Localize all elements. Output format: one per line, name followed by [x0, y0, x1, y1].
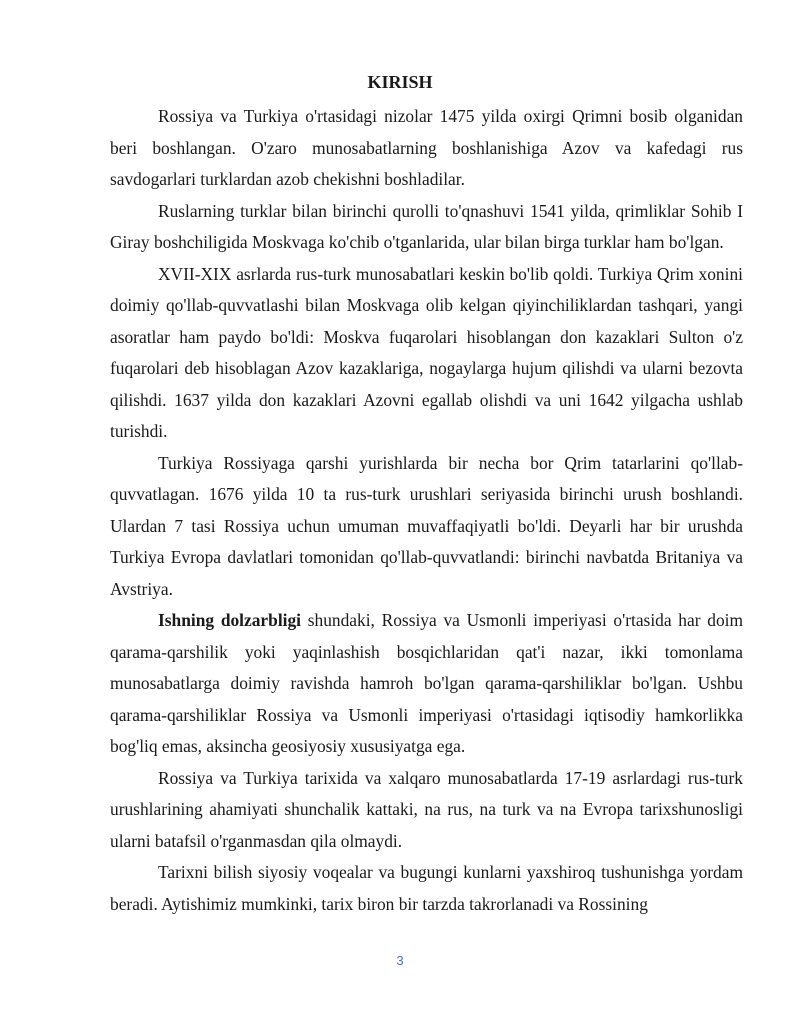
document-body	[110, 101, 743, 920]
page-title: KIRISH	[367, 72, 433, 92]
paragraph: XVII-XIX asrlarda rus-turk munosabatlari keskin bo'lib qoldi. Turkiya Qrim xonini doimiy qo'llab-quvvatlashi bilan Moskvaga olib kelgan qiyinchiliklardan tashqari, yangi asoratlar ham paydo bo'ldi: Moskva fuqarolari hisoblangan don kazaklari Sulton o'z fuqarolari deb hisoblagan Azov kazaklariga, nogaylarga hujum qilishdi va ularni bezovta qilishdi. 1637 yilda don kazaklari Azovni egallab olishdi va uni 1642 yilgacha ushlab turishdi.	[110, 263, 743, 441]
paragraph: Ruslarning turklar bilan birinchi qurolli to'qnashuvi 1541 yilda, qrimliklar Sohib I Giray boshchiligida Moskvaga ko'chib o'tganlarida, ular bilan birga turklar ham bo'lgan.	[110, 200, 743, 252]
page-number: 3	[396, 953, 404, 968]
paragraph-lead-bold: Ishning dolzarbligi	[158, 610, 302, 630]
paragraph: Rossiya va Turkiya o'rtasidagi nizolar 1475 yilda oxirgi Qrimni bosib olganidan beri boshlangan. O'zaro munosabatlarning boshlanishiga Azov va kafedagi rus savdogarlari turklardan azob chekishni boshladilar.	[110, 106, 743, 189]
paragraph: Turkiya Rossiyaga qarshi yurishlarda bir necha bor Qrim tatarlarini qo'llab-quvvatlagan. 1676 yilda 10 ta rus-turk urushlari seriyasida birinchi urush boshlandi. Ulardan 7 tasi Rossiya uchun umuman muvaffaqiyatli bo'ldi. Deyarli har bir urushda Turkiya Evropa davlatlari tomonidan qo'llab-quvvatlandi: birinchi navbatda Britaniya va Avstriya.	[110, 452, 743, 599]
paragraph: Rossiya va Turkiya tarixida va xalqaro munosabatlarda 17-19 asrlardagi rus-turk urushlarining ahamiyati shunchalik kattaki, na rus, na turk va na Evropa tarixshunosligi ularni batafsil o'rganmasdan qila olmaydi.	[110, 767, 743, 851]
paragraph	[110, 605, 743, 763]
paragraph-text: shundaki, Rossiya va Usmonli imperiyasi o'rtasida har doim qarama-qarshilik yoki yaqinlashish bosqichlaridan qat'i nazar, ikki tomonlama munosabatlarga doimiy ravishda hamroh bo'lgan qarama-qarshiliklar bo'lgan. Ushbu qarama-qarshiliklar Rossiya va Usmonli imperiyasi o'rtasidagi iqtisodiy hamkorlikka bog'liq emas, aksincha geosiyosiy xususiyatga ega.	[110, 610, 743, 756]
paragraph: Tarixni bilish siyosiy voqealar va bugungi kunlarni yaxshiroq tushunishga yordam beradi. Aytishimiz mumkinki, tarix biron bir tarzda takrorlanadi va Rossining	[110, 862, 743, 914]
